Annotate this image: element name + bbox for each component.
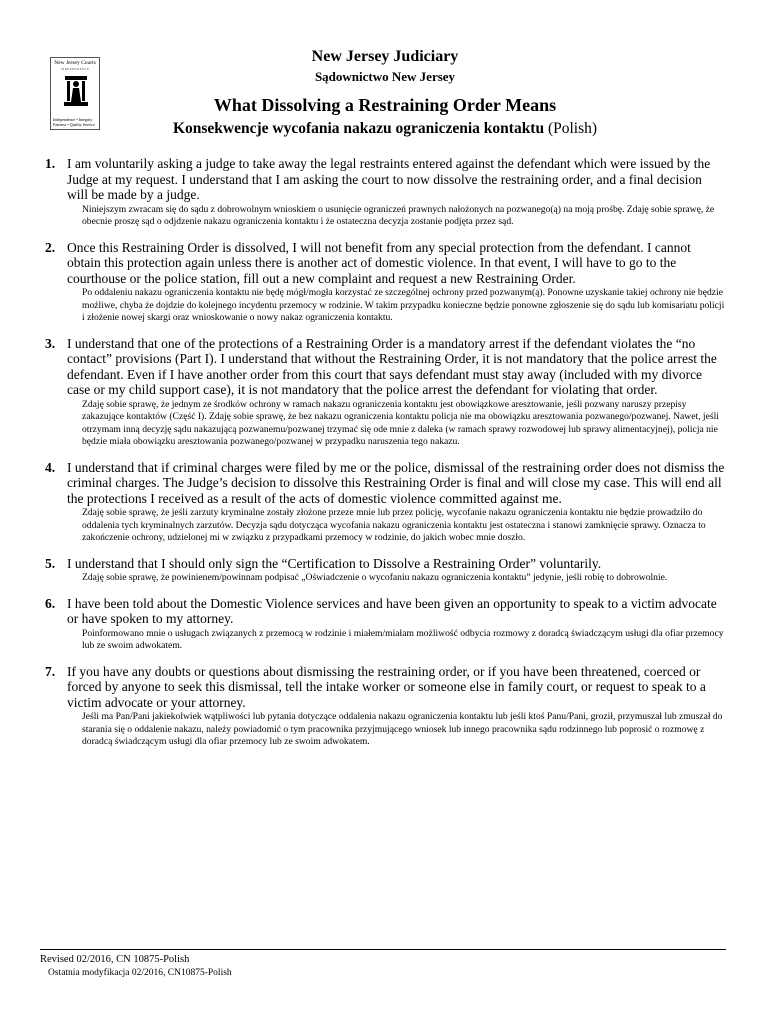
item-text-english: I understand that if criminal charges were filed by me or the police, dismissal of the restraining order does not dismiss the criminal charges. The Judge’s decision to dissolve this Restraining Order is final and will close my case. This will end all the protections I received as a result of the acts of domestic violence committed against me. xyxy=(67,459,725,506)
item-text-english: Once this Restraining Order is dissolved, I will not benefit from any special protection from the defendant. I cannot obtain this protection again unless there is another act of domestic violence. In that event, I will have to go to the courthouse or the police station, fill out a new complaint and request a new Restraining Order. xyxy=(67,239,691,286)
item-number: 1. xyxy=(45,156,56,171)
footer-revision: Revised 02/2016, CN 10875-Polish xyxy=(40,954,190,965)
page-subtitle xyxy=(0,120,770,138)
item-text-polish: Poinformowano mnie o usługach związanych z przemocą w rodzinie i miałem/miałam możliwość odbycia rozmowy z doradcą świadczącym usługi dla ofiar przemocy lub ze swoim adwokatem. xyxy=(82,627,724,651)
logo-motto: Independence • Integrity Fairness • Quality Service xyxy=(53,117,95,127)
item-text-english: If you have any doubts or questions about dismissing the restraining order, or if you have been threatened, coerced or forced by anyone to seek this dismissal, tell the intake worker or someone else in family court, or request to speak to a victim advocate or your attorney. xyxy=(67,663,706,710)
item-text-english: I have been told about the Domestic Violence services and have been given an opportunity to speak to a victim advocate or have spoken to my attorney. xyxy=(67,595,717,626)
language-note: (Polish) xyxy=(547,120,598,137)
logo-sub-text: INDEPENDENCE xyxy=(60,67,90,71)
statement-item xyxy=(45,336,725,449)
item-number: 3. xyxy=(45,335,56,351)
statement-item xyxy=(45,664,725,749)
page-title: What Dissolving a Restraining Order Means xyxy=(213,95,557,115)
statement-item xyxy=(45,460,725,545)
footer-revision-polish: Ostatnia modyfikacja 02/2016, CN10875-Polish xyxy=(48,968,232,978)
item-text-polish: Zdaję sobie sprawę, że jednym ze środków ochrony w ramach nakazu ograniczenia kontaktu jest obowiązkowe aresztowanie, jeśli pozwany naruszy przepisy zakazujące kontaktów (Część I). Zdaję sobie sprawę, że bez nakazu ograniczenia kontaktu policja nie ma obowiązku aresztowania pozwanego/pozwanej. Nawet, jeśli otrzymam inną decyzję sądu nakazującą pozwanemu/pozwanej trzymać się ode mnie z daleka (w ramach sprawy rozwodowej lub sprawy alimentacyjnej), policja nie będzie miała obowiązku aresztowania pozwanego/pozwanej w przypadku naruszenia tego nakazu. xyxy=(82,398,719,447)
item-number: 7. xyxy=(45,663,56,679)
item-number: 6. xyxy=(45,595,56,611)
item-number: 5. xyxy=(45,555,56,571)
logo-top-text: New Jersey Courts xyxy=(54,60,96,66)
statement-item xyxy=(45,156,725,229)
statement-item xyxy=(45,556,725,585)
judiciary-name-polish: Sądownictwo New Jersey xyxy=(314,69,456,84)
item-text-polish: Po oddaleniu nakazu ograniczenia kontaktu nie będę mógł/mogła korzystać ze szczególnej ochrony przed pozwanym(ą). Ponowne uzyskanie takiej ochrony nie będzie możliwe, chyba że dojdzie do kolejnego incydentu przemocy w rodzinie. W takim przypadku konieczne będzie ponowne zgłoszenie się do sądu lub komisariatu policji i złożenie nowej skargi oraz wnioskowanie o nowy nakaz ograniczenia kontaktu. xyxy=(82,287,725,323)
item-number: 4. xyxy=(45,459,56,475)
item-text-polish: Zdaję sobie sprawę, że jeśli zarzuty kryminalne zostały złożone przeze mnie lub przez policję, wycofanie nakazu ograniczenia kontaktu nie będzie prowadziło do oddalenia tych kryminalnych zarzutów. Decyzja sądu dotycząca wycofania nakazu ograniczenia kontaktu jest ostateczna i stanowi zamknięcie sprawy. Oznacza to zakończenie ochrony, udzielonej mi w związku z przypadkami przemocy w rodzinie, do jakich wobec mnie doszło. xyxy=(82,507,706,543)
judiciary-name: New Jersey Judiciary xyxy=(311,48,459,65)
statement-item xyxy=(45,596,725,653)
item-text-english: I understand that I should only sign the “Certification to Dissolve a Restraining Order” voluntarily. xyxy=(67,555,602,571)
statement-list xyxy=(45,156,725,760)
item-number: 2. xyxy=(45,239,56,255)
footer-divider xyxy=(40,949,726,950)
item-text-english: I understand that one of the protections of a Restraining Order is a mandatory arrest if the defendant violates the “no contact” provisions (Part I). I understand that without the Restraining Order, it is not mandatory that the police arrest the defendant. Even if I have another order from this court that says defendant must stay away (included with my divorce case or my child support case), it is not mandatory that the police arrest the defendant for violating that order. xyxy=(67,335,717,397)
statement-item xyxy=(45,240,725,325)
item-text-english: I am voluntarily asking a judge to take away the legal restraints entered against the defendant which were issued by the Judge at my request. I understand that I am asking the court to now dissolve the restraining order, and a final decision will be made by a judge. xyxy=(67,156,711,202)
item-text-polish: Zdaję sobie sprawę, że powinienem/powinnam podpisać „Oświadczenie o wycofaniu nakazu ograniczenia kontaktu” jedynie, jeśli robię to dobrowolnie. xyxy=(82,572,668,583)
subtitle-polish: Konsekwencje wycofania nakazu ograniczenia kontaktu xyxy=(172,120,545,137)
item-text-polish: Jeśli ma Pan/Pani jakiekolwiek wątpliwości lub pytania dotyczące oddalenia nakazu ograniczenia kontaktu lub jeśli ktoś Panu/Pani, groził, przymuszał lub zmuszał do starania się o oddalenie nakazu, należy powiadomić o tym pracownika przyjmującego wniosek lub innego pracownika sądu rodzinnego lub poprosić o rozmowę z doradcą świadczącym usługi dla ofiar przemocy lub ze swoim adwokatem. xyxy=(82,711,723,747)
item-text-polish: Niniejszym zwracam się do sądu z dobrowolnym wnioskiem o usunięcie ograniczeń prawnych nałożonych na pozwanego(ą) na moją prośbę. Zdaję sobie sprawę, że obecnie proszę sąd o odjdzenie nakazu ograniczenia kontaktu i że ostateczna decyzja zostanie podjęta przez sąd. xyxy=(82,203,715,227)
